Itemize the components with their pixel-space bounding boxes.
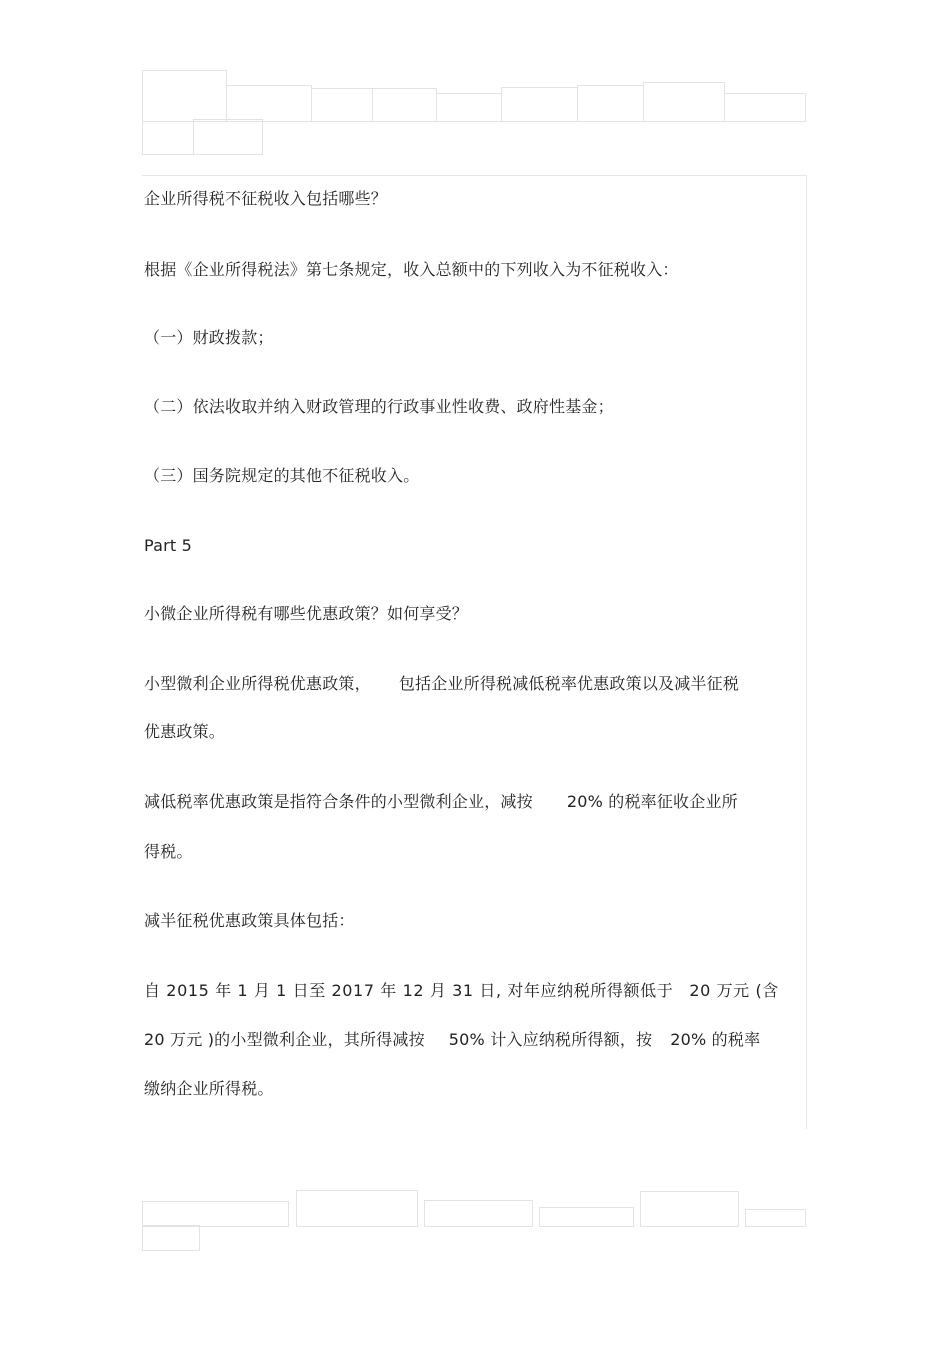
question-heading: 企业所得税不征税收入包括哪些？	[144, 189, 388, 208]
header-fragment	[724, 93, 806, 122]
header-fragment	[142, 121, 194, 155]
header-fragment	[501, 87, 578, 122]
paragraph: 根据《企业所得税法》第七条规定，收入总额中的下列收入为不征税收入：	[144, 260, 679, 279]
paragraph-continuation: 缴纳企业所得税。	[144, 1079, 274, 1098]
paragraph-continuation: 优惠政策。	[144, 722, 226, 741]
footer-fragment	[745, 1209, 806, 1227]
question-heading: 小微企业所得税有哪些优惠政策？如何享受？	[144, 604, 469, 623]
paragraph	[144, 792, 738, 812]
paragraph	[144, 674, 739, 694]
text-run: 20 万元 (含	[689, 981, 779, 1000]
header-fragment	[643, 82, 725, 122]
header-fragment	[436, 93, 502, 122]
footer-fragment	[142, 1225, 200, 1251]
header-fragment	[226, 85, 312, 122]
paragraph	[144, 981, 779, 1001]
text-run: 50% 计入应纳税所得额，按	[448, 1030, 653, 1049]
footer-fragment	[539, 1207, 634, 1227]
paragraph-continuation	[144, 1030, 760, 1050]
list-item: （一）财政拨款；	[144, 328, 274, 347]
text-run: 减低税率优惠政策是指符合条件的小型微利企业，减按	[144, 792, 533, 811]
header-fragment	[311, 88, 373, 122]
text-run: 20 万元 )的小型微利企业，其所得减按	[144, 1030, 425, 1049]
footer-fragment	[640, 1191, 739, 1227]
header-fragment	[577, 85, 644, 122]
text-run: 20% 的税率	[670, 1030, 761, 1049]
text-run: 小型微利企业所得税优惠政策，	[144, 674, 371, 693]
paragraph-continuation: 得税。	[144, 842, 193, 861]
list-item: （二）依法收取并纳入财政管理的行政事业性收费、政府性基金；	[144, 397, 614, 416]
text-run: 自 2015 年 1 月 1 日至 2017 年 12 月 31 日, 对年应纳税所得额低于	[144, 981, 674, 1000]
footer-fragment	[296, 1190, 418, 1227]
header-fragment	[372, 88, 437, 122]
article-body	[142, 175, 807, 1129]
list-item: （三）国务院规定的其他不征税收入。	[144, 466, 420, 485]
text-run: 20% 的税率征收企业所	[566, 792, 738, 811]
header-fragment	[193, 119, 263, 155]
footer-fragment	[142, 1201, 289, 1227]
header-fragment	[142, 70, 227, 122]
paragraph: 减半征税优惠政策具体包括：	[144, 911, 355, 930]
footer-fragment	[424, 1200, 533, 1227]
section-heading: Part 5	[144, 536, 193, 555]
text-run: 包括企业所得税减低税率优惠政策以及减半征税	[398, 674, 740, 693]
